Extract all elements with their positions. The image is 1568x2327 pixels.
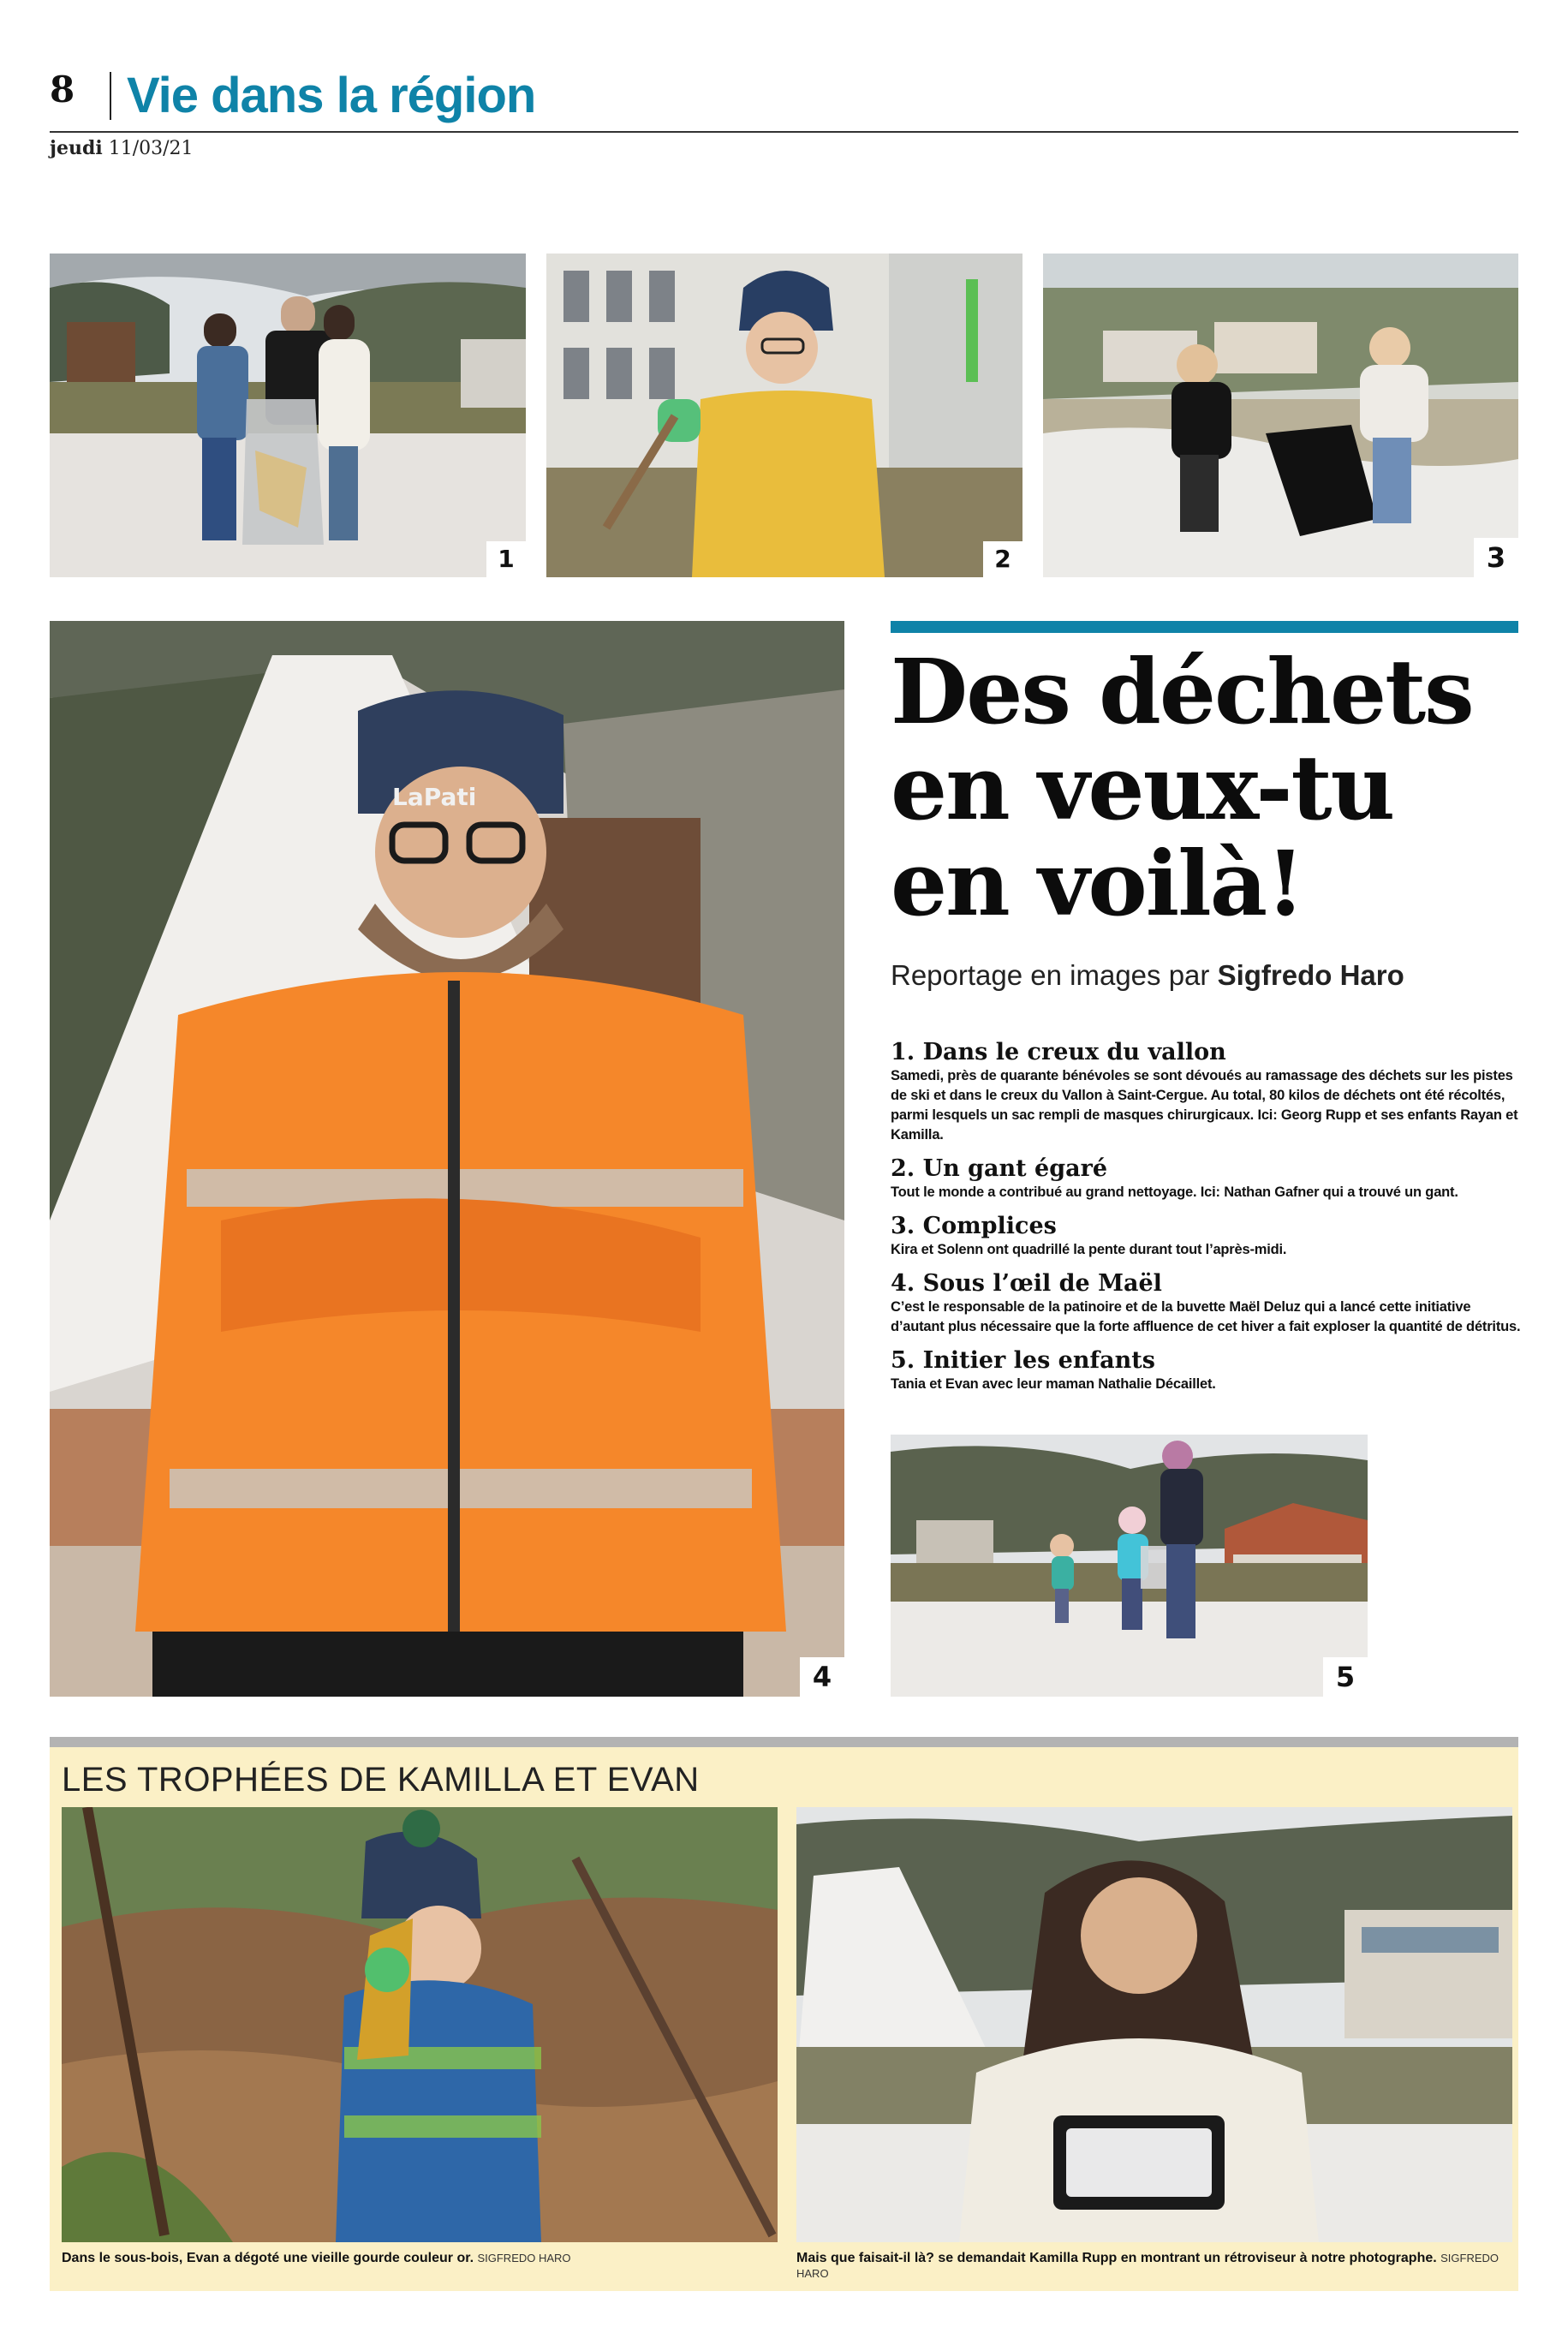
caption-text: Tout le monde a contribué au grand nettoyage. Ici: Nathan Gafner qui a trouvé un gant. [891,1184,1458,1200]
header-rule [50,131,1518,133]
photo-2-glove [546,254,1022,577]
caption-2 [891,1155,1524,1202]
trophy-photo-kamilla [796,1807,1512,2242]
caption-title: 5. Initier les enfants [891,1347,1155,1374]
caption-5 [891,1347,1524,1394]
caption-title: 3. Complices [891,1213,1057,1239]
caption-title: 2. Un gant égaré [891,1155,1107,1182]
issue-date [50,137,194,159]
byline [891,959,1404,992]
caption-text: C’est le responsable de la patinoire et de la buvette Maël Deluz qui a lancé cette initiative d’autant plus nécessaire que la forte affluence de cet hiver a fait exploser la quantité de détritus. [891,1299,1521,1334]
photo-credit: SIGFREDO HARO [477,2252,571,2264]
photo-captions [891,1039,1524,1405]
photo-4-mael [50,621,844,1697]
photo-credit: SIGFREDO HARO [796,2252,1499,2280]
date-day: jeudi [50,137,103,159]
page-number: 8 [50,69,75,110]
trophy-caption-kamilla [796,2251,1512,2282]
caption-text: Mais que faisait-il là? se demandait Kamilla Rupp en montrant un rétroviseur à notre photographe. [796,2251,1437,2265]
trophy-photo-evan [62,1807,778,2242]
beanie-logo: LaPati [392,783,477,811]
photo-3-number: 3 [1474,538,1518,577]
caption-4 [891,1270,1524,1337]
caption-title: 4. Sous l’œil de Maël [891,1270,1162,1297]
caption-text: Kira et Solenn ont quadrillé la pente durant tout l’après-midi. [891,1242,1287,1257]
headline-accent-bar [891,621,1518,633]
headline-line-2: en veux-tu [891,735,1394,840]
date-value: 11/03/21 [108,138,194,159]
caption-3 [891,1213,1524,1260]
section-title: Vie dans la région [127,68,536,123]
trophies-top-rule [50,1737,1518,1747]
photo-2-number: 2 [983,541,1022,577]
headline-line-3: en voilà! [891,831,1303,936]
byline-author: Sigfredo Haro [1217,959,1404,991]
caption-text: Tania et Evan avec leur maman Nathalie Décaillet. [891,1376,1216,1392]
trophies-title: LES TROPHÉES DE KAMILLA ET EVAN [62,1761,700,1799]
caption-title: 1. Dans le creux du vallon [891,1039,1226,1065]
photo-5-family [891,1435,1368,1697]
header-separator [110,72,111,120]
photo-4-number: 4 [800,1657,844,1697]
photo-1-family [50,254,526,577]
photo-5-number: 5 [1323,1657,1368,1697]
caption-text: Samedi, près de quarante bénévoles se sont dévoués au ramassage des déchets sur les pistes de ski et dans le creux du Vallon à Saint-Cergue. Au total, 80 kilos de déchets ont été récoltés, parmi lesquels un sac rempli de masques chirurgicaux. Ici: Georg Rupp et ses enfants Rayan et Kamilla. [891,1068,1518,1143]
article-headline [891,639,1524,936]
photo-3-complices [1043,254,1518,577]
caption-1 [891,1039,1524,1145]
caption-text: Dans le sous-bois, Evan a dégoté une vieille gourde couleur or. [62,2251,474,2265]
photo-1-number: 1 [486,541,526,577]
byline-prefix: Reportage en images par [891,959,1218,991]
trophy-caption-evan [62,2251,778,2266]
headline-line-1: Des déchets [891,639,1473,744]
